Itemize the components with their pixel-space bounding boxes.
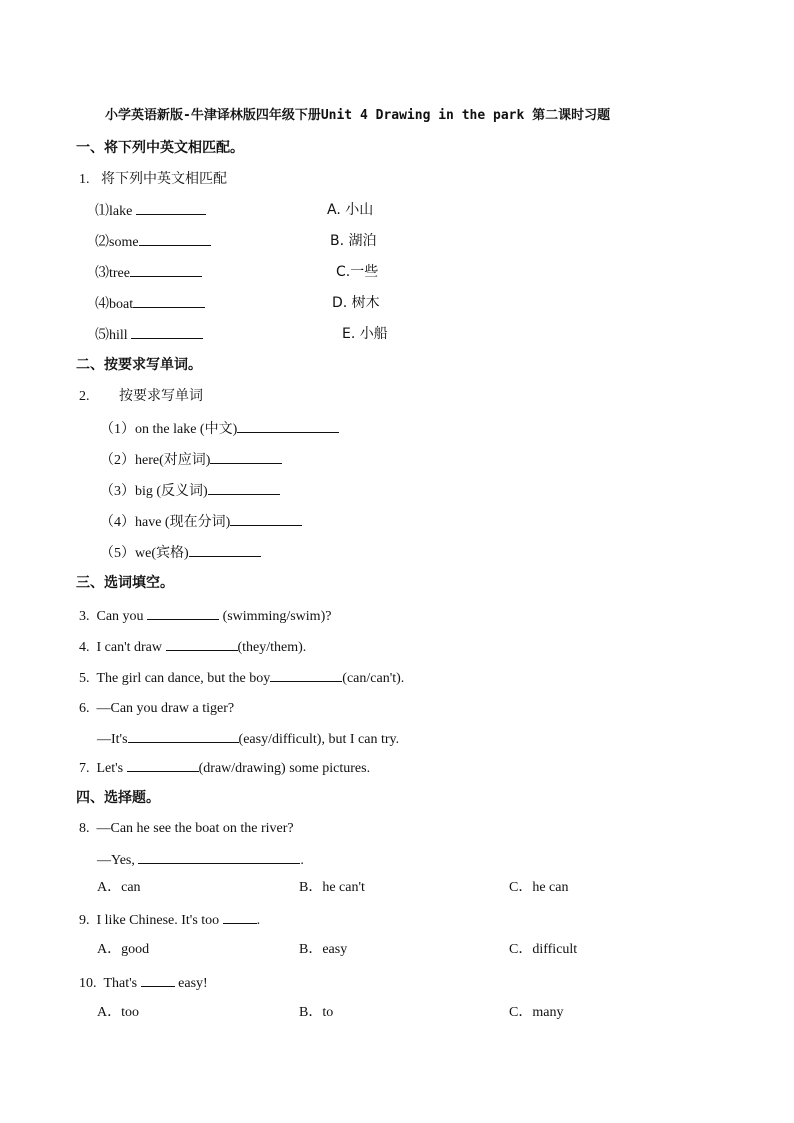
answer-blank[interactable] [166, 637, 238, 651]
match-left-4: ⑷boat [95, 294, 205, 314]
question-number: 1. [79, 172, 90, 187]
match-right-5: E. 小船 [342, 326, 388, 342]
q2-item-2: （2）here(对应词) [100, 450, 282, 470]
question-9: 9. I like Chinese. It's too . [79, 910, 260, 930]
answer-blank[interactable] [127, 758, 199, 772]
question-text: 将下列中英文相匹配 [101, 171, 227, 187]
match-right-3: C.一些 [336, 264, 379, 280]
question-10: 10. That's easy! [79, 973, 208, 993]
answer-blank[interactable] [189, 543, 261, 557]
question-2 [79, 387, 203, 406]
q2-item-1: （1）on the lake (中文) [100, 419, 339, 439]
answer-blank[interactable] [237, 419, 339, 433]
option-b[interactable]: B．easy [299, 942, 348, 957]
question-1 [79, 170, 227, 189]
question-6-answer-line: —It's (easy/difficult), but I can try. [97, 729, 399, 749]
match-left-3: ⑶tree [95, 263, 202, 283]
answer-blank[interactable] [210, 450, 282, 464]
answer-blank[interactable] [139, 232, 211, 246]
question-number: 2. [79, 389, 90, 404]
section-heading-3: 三、选词填空。 [76, 575, 174, 591]
option-a[interactable]: A．good [97, 942, 150, 957]
question-6: 6. —Can you draw a tiger? [79, 701, 235, 716]
q2-item-4: （4）have (现在分词) [100, 512, 302, 532]
option-c[interactable]: C．many [509, 1005, 564, 1020]
answer-blank[interactable] [128, 729, 239, 743]
match-left-1: ⑴lake [95, 201, 206, 221]
page-title: 小学英语新版-牛津译林版四年级下册Unit 4 Drawing in the park 第二课时习题 [105, 108, 611, 123]
question-4: 4. I can't draw (they/them). [79, 637, 306, 657]
match-right-4: D. 树木 [332, 295, 380, 311]
option-b[interactable]: B．to [299, 1005, 334, 1020]
option-a[interactable]: A．too [97, 1005, 139, 1020]
q2-item-5: （5）we(宾格) [100, 543, 261, 563]
option-c[interactable]: C．difficult [509, 942, 578, 957]
answer-blank[interactable] [130, 263, 202, 277]
answer-blank[interactable] [141, 973, 175, 987]
match-left-2: ⑵some [95, 232, 211, 252]
answer-blank[interactable] [136, 201, 206, 215]
answer-blank[interactable] [208, 481, 280, 495]
question-8-answer-line: —Yes, . [97, 850, 304, 870]
answer-blank[interactable] [138, 850, 300, 864]
match-right-1: A. 小山 [327, 202, 374, 218]
answer-blank[interactable] [147, 606, 219, 620]
section-heading-2: 二、按要求写单词。 [76, 357, 202, 373]
question-7: 7. Let's (draw/drawing) some pictures. [79, 758, 370, 778]
option-b[interactable]: B．he can't [299, 880, 365, 895]
match-left-5: ⑸hill [95, 325, 203, 345]
q2-item-3: （3）big (反义词) [100, 481, 280, 501]
question-5: 5. The girl can dance, but the boy (can/can't). [79, 668, 404, 688]
answer-blank[interactable] [133, 294, 205, 308]
answer-blank[interactable] [230, 512, 302, 526]
question-text: 按要求写单词 [119, 388, 203, 404]
option-a[interactable]: A．can [97, 880, 141, 895]
question-3: 3. Can you (swimming/swim)? [79, 606, 331, 626]
question-8: 8. —Can he see the boat on the river? [79, 821, 294, 836]
answer-blank[interactable] [131, 325, 203, 339]
answer-blank[interactable] [223, 910, 257, 924]
option-c[interactable]: C．he can [509, 880, 569, 895]
section-heading-4: 四、选择题。 [76, 790, 160, 806]
match-right-2: B. 湖泊 [330, 233, 377, 249]
answer-blank[interactable] [270, 668, 342, 682]
section-heading-1: 一、将下列中英文相匹配。 [76, 140, 244, 156]
